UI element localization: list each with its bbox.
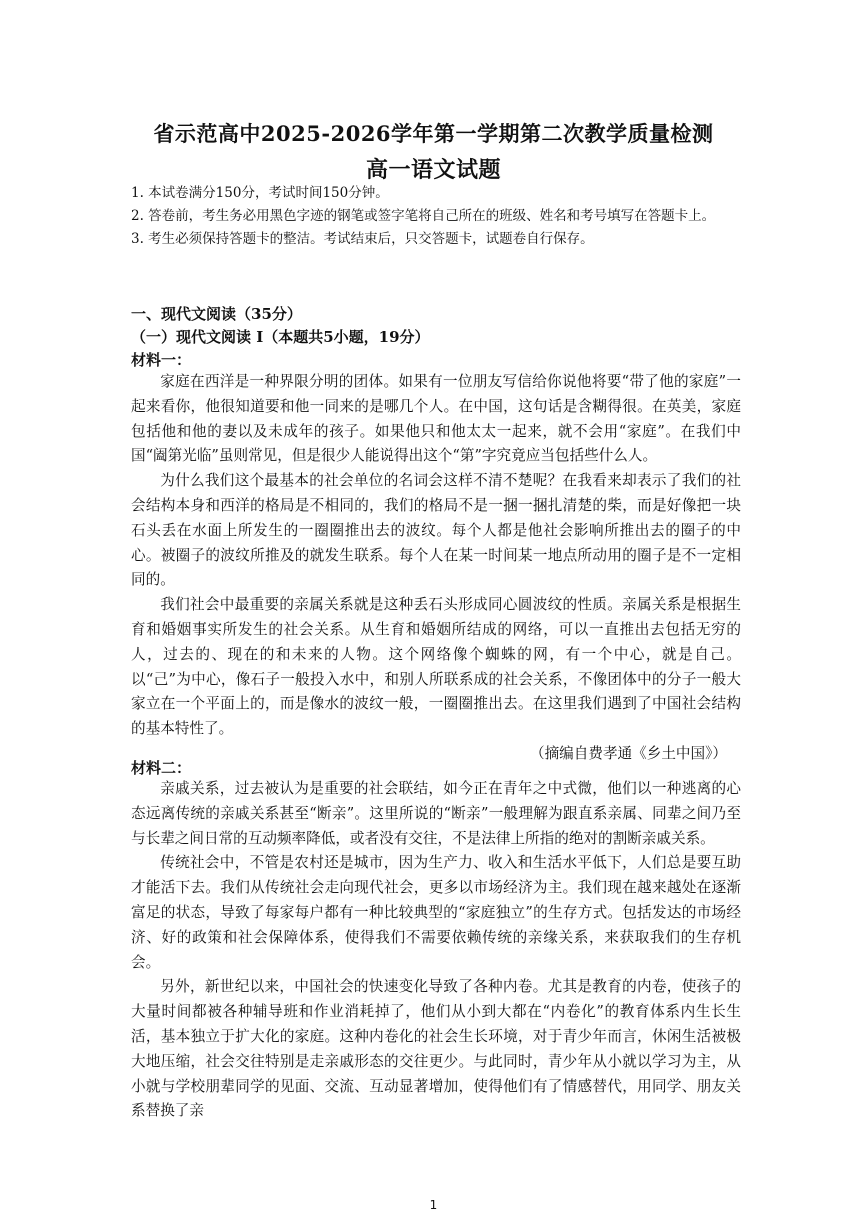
paragraph: 传统社会中，不管是农村还是城市，因为生产力、收入和生活水平低下，人们总是要互助才能活下去。我们从传统社会走向现代社会，更多以市场经济为主。我们现在越来越处在逐渐富足的状态，导致了每家每户都有一种比较典型的“家庭独立”的生存方式。包括发达的市场经济、好的政策和社会保障体系，使得我们不需要依赖传统的亲缘关系，来获取我们的生存机会。 xyxy=(131,854,741,971)
material-1-source: （摘编自费孝通《乡土中国》） xyxy=(529,744,727,762)
paragraph: 为什么我们这个最基本的社会单位的名词会这样不清不楚呢？在我看来却表示了我们的社会结构本身和西洋的格局是不相同的，我们的格局不是一捆一捆扎清楚的柴，而是好像把一块石头丢在水面上所发生的一圈圈推出去的波纹。每个人都是他社会影响所推出去的圈子的中心。被圈子的波纹所推及的就发生联系。每个人在某一时间某一地点所动用的圈子是不一定相同的。 xyxy=(131,472,741,589)
instruction-item: 3. 考生必须保持答题卡的整洁。考试结束后，只交答题卡，试题卷自行保存。 xyxy=(131,231,594,247)
section-heading: 一、现代文阅读（35分） xyxy=(131,305,302,323)
paragraph: 家庭在西洋是一种界限分明的团体。如果有一位朋友写信给你说他将要“带了他的家庭”一起来看你，他很知道要和他一同来的是哪几个人。在中国，这句话是含糊得很。在英美，家庭包括他和他的妻以及未成年的孩子。如果他只和他太太一起来，就不会用“家庭”。在我们中国“阖第光临”虽则常见，但是很少人能说得出这个“第”字究竟应当包括些什么人。 xyxy=(131,373,741,465)
instructions xyxy=(131,182,741,251)
paragraph: 另外，新世纪以来，中国社会的快速变化导致了各种内卷。尤其是教育的内卷，使孩子的大量时间都被各种辅导班和作业消耗掉了，他们从小到大都在“内卷化”的教育体系内生长生活，基本独立于扩大化的家庭。这种内卷化的社会生长环境，对于青少年而言，休闲生活被极大地压缩，社会交往特别是走亲戚形态的交往更少。与此同时，青少年从小就以学习为主，从小就与学校朋辈同学的见面、交流、互动显著增加，使得他们有了情感替代，用同学、朋友关系替换了亲 xyxy=(131,978,741,1120)
section-subheading: （一）现代文阅读 I（本题共5小题，19分） xyxy=(131,328,430,346)
page-number: 1 xyxy=(429,1198,438,1212)
paragraph: 我们社会中最重要的亲属关系就是这种丢石头形成同心圆波纹的性质。亲属关系是根据生育和婚姻事实所发生的社会关系。从生育和婚姻所结成的网络，可以一直推出去包括无穷的人，过去的、现在的和未来的人物。这个网络像个蜘蛛的网，有一个中心，就是自己。以“己”为中心，像石子一般投入水中，和别人所联系成的社会关系，不像团体中的分子一般大家立在一个平面上的，而是像水的波纹一般，一圈圈推出去。在这里我们遇到了中国社会结构的基本特性了。 xyxy=(131,596,741,738)
paragraph: 亲戚关系，过去被认为是重要的社会联结，如今正在青年之中式微，他们以一种逃离的心态远离传统的亲戚关系甚至“断亲”。这里所说的“断亲”一般理解为跟直系亲属、同辈之间乃至与长辈之间日常的互动频率降低，或者没有交往，不是法律上所指的绝对的割断亲戚关系。 xyxy=(131,780,741,847)
material-2-label: 材料二： xyxy=(131,759,192,777)
material-1-label: 材料一： xyxy=(131,351,192,369)
instruction-item: 2. 答卷前，考生务必用黑色字迹的钢笔或签字笔将自己所在的班级、姓名和考号填写在答题卡上。 xyxy=(131,208,716,224)
exam-subtitle: 高一语文试题 xyxy=(365,157,501,183)
exam-title: 省示范高中2025-2026学年第一学期第二次教学质量检测 xyxy=(153,121,714,146)
instruction-item: 1. 本试卷满分150分，考试时间150分钟。 xyxy=(131,185,389,201)
material-1-body xyxy=(131,370,741,767)
material-2-body xyxy=(131,777,741,1124)
